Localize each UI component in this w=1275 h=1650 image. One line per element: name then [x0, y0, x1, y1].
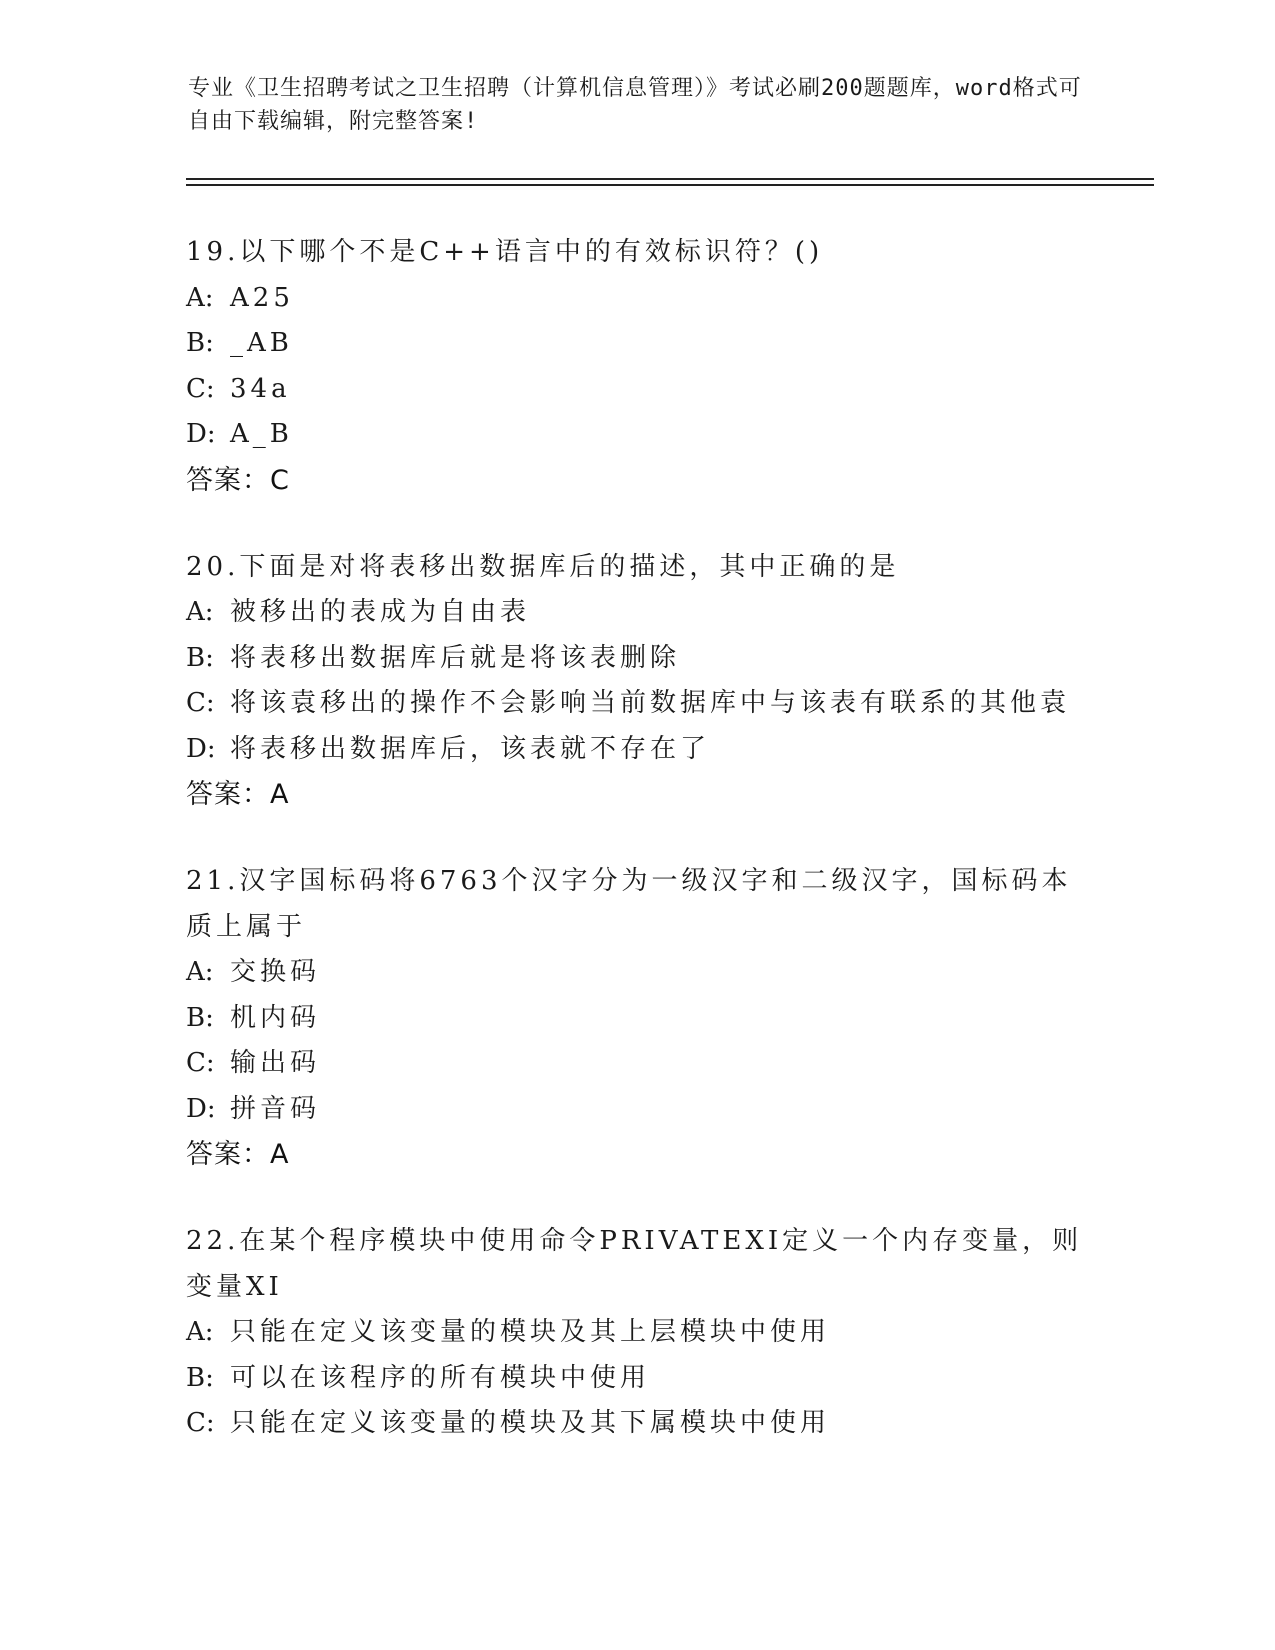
question-stem: 19.以下哪个不是C++语言中的有效标识符？() — [186, 237, 824, 267]
option-text: 只能在定义该变量的模块及其下属模块中使用 — [230, 1408, 831, 1438]
option-b — [186, 996, 1086, 1042]
option-d — [186, 1087, 1086, 1133]
option-text: 将该袁移出的操作不会影响当前数据库中与该表有联系的其他袁 — [230, 688, 1071, 718]
option-label: B: — [186, 1002, 214, 1033]
option-label: C: — [186, 1408, 215, 1438]
answer-line: 答案：A — [186, 1139, 290, 1170]
answer-line: 答案：C — [186, 464, 290, 496]
question-stem: 21.汉字国标码将6763个汉字分为一级汉字和二级汉字，国标码本质上属于 — [186, 866, 1072, 942]
option-label: C: — [186, 1048, 215, 1078]
option-text: A25 — [230, 282, 294, 313]
option-label: D: — [186, 419, 216, 449]
question-stem: 22.在某个程序模块中使用命令PRIVATEXI定义一个内存变量，则变量XI — [186, 1226, 1083, 1302]
option-text: 将表移出数据库后就是将该表删除 — [230, 642, 681, 673]
question-20 — [186, 545, 1086, 818]
document-header: 专业《卫生招聘考试之卫生招聘（计算机信息管理）》考试必刷200题题库，word格式可自由下载编辑，附完整答案! — [188, 76, 1082, 134]
option-c — [186, 1401, 1086, 1447]
option-label: D: — [186, 1093, 216, 1124]
option-label: A: — [186, 597, 214, 627]
option-a — [186, 590, 1086, 636]
question-stem: 20.下面是对将表移出数据库后的描述，其中正确的是 — [186, 551, 900, 582]
option-d — [186, 727, 1086, 773]
option-c — [186, 681, 1086, 727]
option-c — [186, 1041, 1086, 1087]
option-text: 被移出的表成为自由表 — [230, 597, 531, 627]
option-label: B: — [186, 642, 214, 673]
option-text: 只能在定义该变量的模块及其上层模块中使用 — [230, 1317, 831, 1347]
option-b — [186, 321, 1086, 367]
option-b — [186, 636, 1086, 682]
option-a — [186, 276, 1086, 322]
option-b — [186, 1356, 1086, 1402]
option-a — [186, 1310, 1086, 1356]
option-text: 机内码 — [230, 1002, 321, 1033]
option-text: 输出码 — [230, 1048, 321, 1078]
option-d — [186, 412, 1086, 458]
option-text: 34a — [230, 373, 291, 404]
question-19 — [186, 230, 1086, 503]
option-a — [186, 950, 1086, 996]
option-text: 可以在该程序的所有模块中使用 — [230, 1362, 651, 1393]
option-label: A: — [186, 1317, 214, 1347]
option-text: 将表移出数据库后，该表就不存在了 — [230, 733, 711, 764]
option-text: 交换码 — [230, 957, 321, 987]
option-label: A: — [186, 957, 214, 987]
option-label: D: — [186, 733, 216, 764]
question-list — [186, 230, 1086, 1489]
option-text: _AB — [230, 328, 293, 358]
option-c — [186, 367, 1086, 413]
option-label: C: — [186, 373, 215, 404]
option-label: B: — [186, 1362, 214, 1393]
answer-line: 答案：A — [186, 779, 290, 810]
option-text: 拼音码 — [230, 1093, 321, 1124]
option-text: A_B — [230, 419, 293, 449]
option-label: A: — [186, 282, 214, 313]
header-rule-bottom — [186, 184, 1154, 186]
option-label: B: — [186, 328, 214, 358]
option-label: C: — [186, 688, 215, 718]
question-21 — [186, 859, 1086, 1177]
header-rule-top — [186, 178, 1154, 180]
question-22 — [186, 1219, 1086, 1447]
